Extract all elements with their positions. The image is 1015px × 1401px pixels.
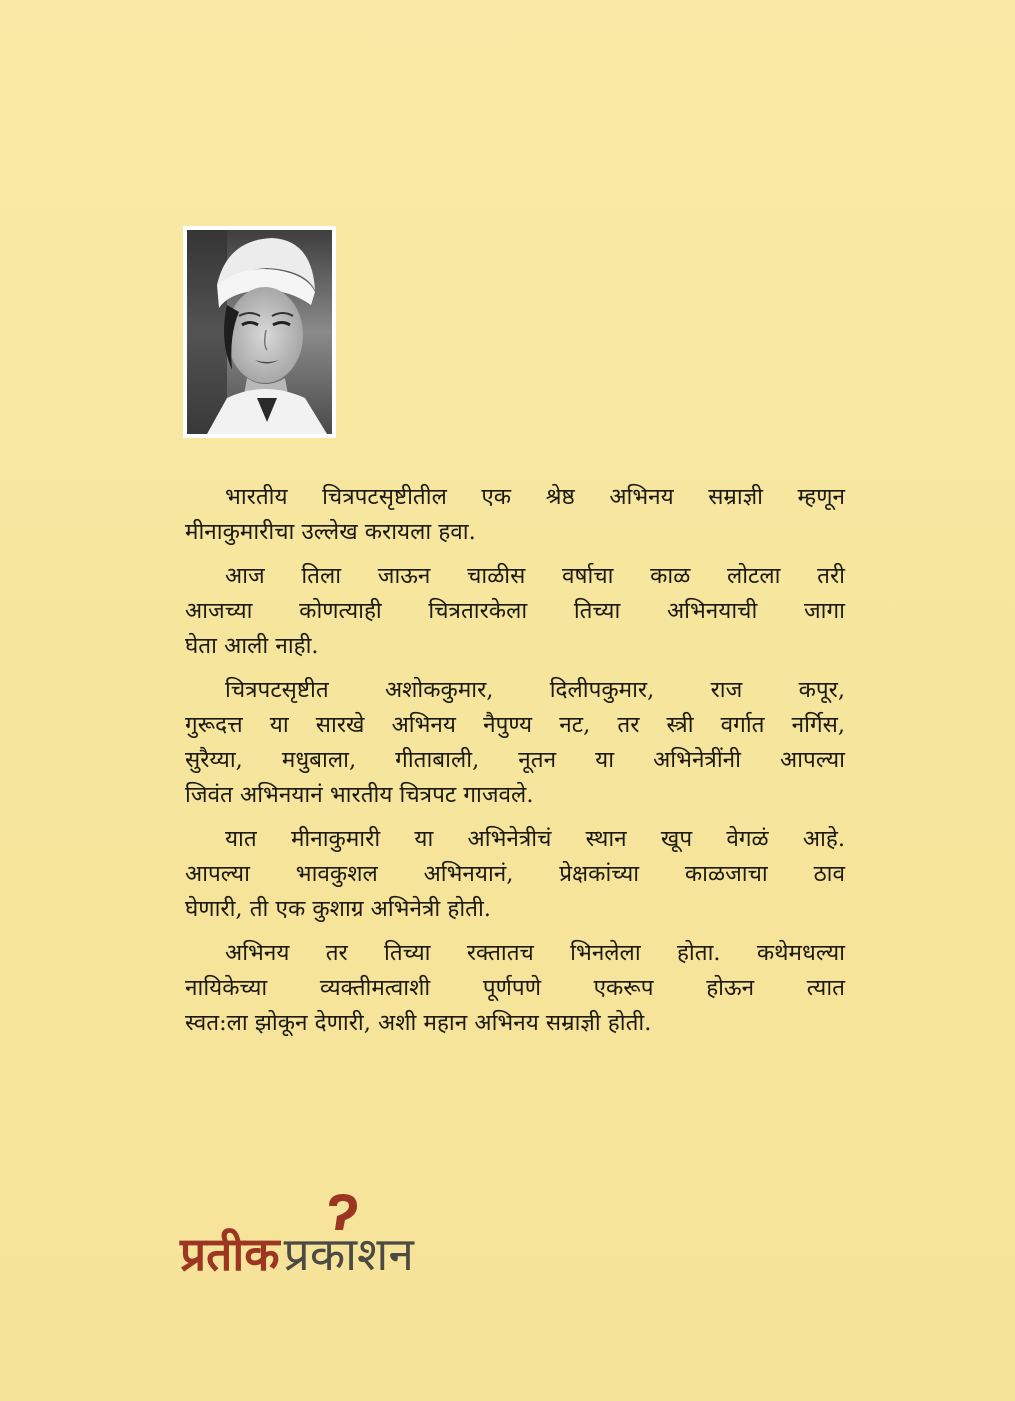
blurb-paragraph-2 [185,559,845,664]
publisher-name-secondary: प्रकाशन [283,1227,414,1281]
blurb-line: गुरूदत्त या सारखे अभिनय नैपुण्य नट, तर स्त्री वर्गात नर्गिस, [185,712,845,738]
blurb-line: आजच्या कोणत्याही चित्रतारकेला तिच्या अभिनयाची जागा [185,598,845,624]
portrait-image [187,230,332,434]
blurb-line: अभिनय तर तिच्या रक्तातच भिनलेला होता. कथेमधल्या [225,940,845,966]
blurb-paragraph-5 [185,936,845,1041]
blurb-text [185,480,845,1050]
blurb-paragraph-4 [185,822,845,927]
blurb-line: चित्रपटसृष्टीत अशोककुमार, दिलीपकुमार, राज कपूर, [225,677,845,703]
blurb-line: स्वत:ला झोकून देणारी, अशी महान अभिनय सम्राज्ञी होती. [185,1010,652,1036]
blurb-line: सुरैय्या, मधुबाला, गीताबाली, नूतन या अभिनेत्रींनी आपल्या [185,747,845,773]
blurb-line: आज तिला जाऊन चाळीस वर्षाचा काळ लोटला तरी [225,563,845,589]
publisher-name-primary: प्रतीक [180,1227,280,1281]
blurb-line: मीनाकुमारीचा उल्लेख करायला हवा. [185,519,476,545]
blurb-line: नायिकेच्या व्यक्तीमत्वाशी पूर्णपणे एकरूप होऊन त्यात [185,975,845,1001]
blurb-paragraph-1 [185,480,845,550]
blurb-line: घेणारी, ती एक कुशाग्र अभिनेत्री होती. [185,896,491,922]
author-portrait [183,226,336,438]
blurb-line: घेता आली नाही. [185,633,319,659]
publisher-name [180,1222,414,1284]
blurb-line: भारतीय चित्रपटसृष्टीतील एक श्रेष्ठ अभिनय सम्राज्ञी म्हणून [225,484,845,510]
blurb-line: आपल्या भावकुशल अभिनयानं, प्रेक्षकांच्या काळजाचा ठाव [185,861,845,887]
blurb-paragraph-3 [185,673,845,813]
blurb-line: यात मीनाकुमारी या अभिनेत्रीचं स्थान खूप वेगळं आहे. [225,826,845,852]
blurb-line: जिवंत अभिनयानं भारतीय चित्रपट गाजवले. [185,782,534,808]
